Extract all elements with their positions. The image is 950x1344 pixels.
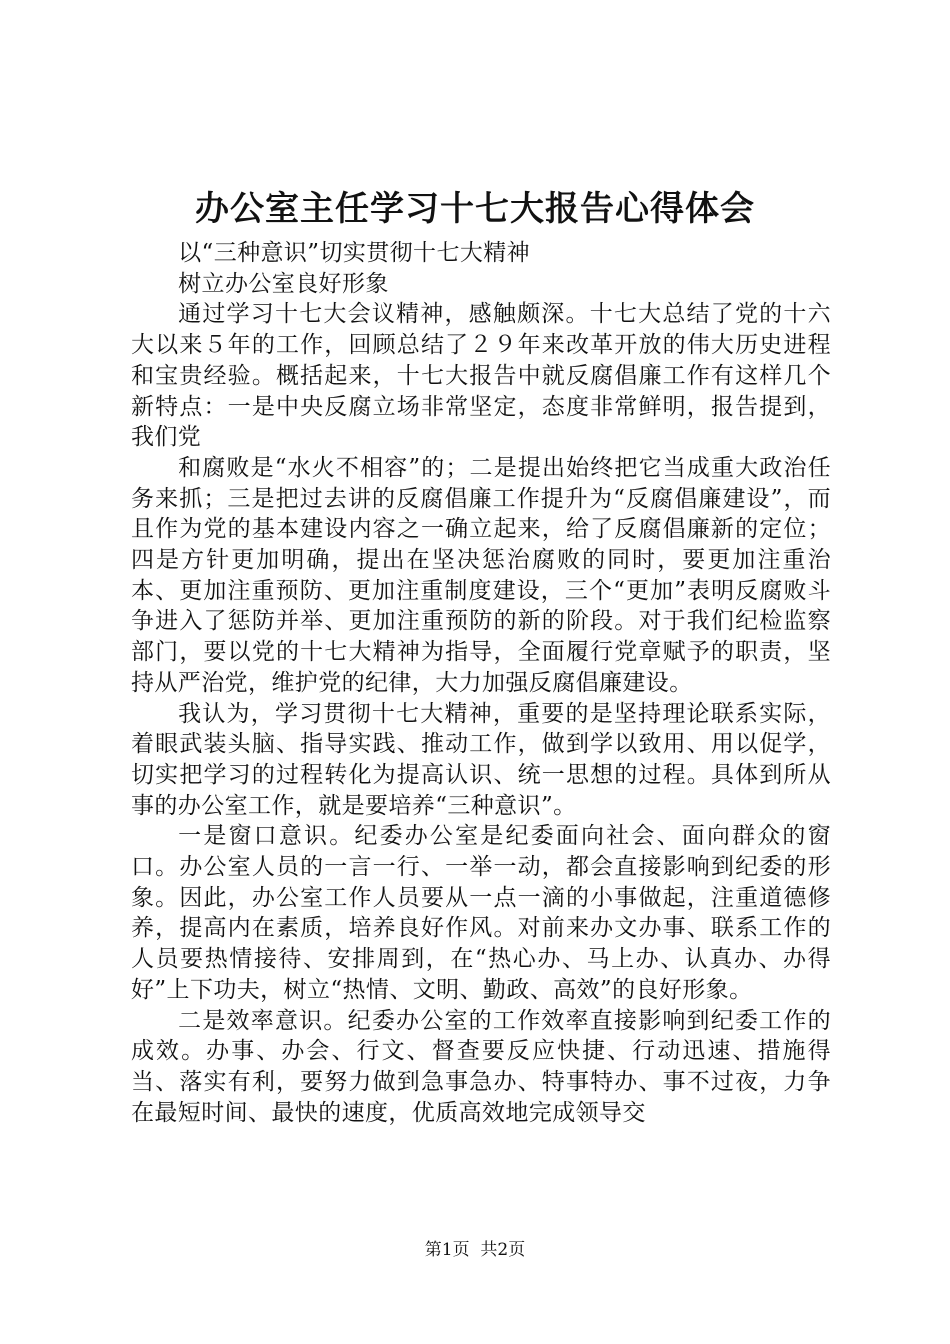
paragraph-efficiency-awareness: 二是效率意识。纪委办公室的工作效率直接影响到纪委工作的成效。办事、办会、行文、督查要反应快捷、行动迅速、措施得当、落实有利，要努力做到急事急办、特事特办、事不过夜，力争在最短时间、最快的速度，优质高效地完成领导交 [131, 1007, 831, 1126]
paragraph-intro: 通过学习十七大会议精神，感触颇深。十七大总结了党的十六大以来５年的工作，回顾总结了２９年来改革开放的伟大历史进程和宝贵经验。概括起来，十七大报告中就反腐倡廉工作有这样几个新特点：一是中央反腐立场非常坚定，态度非常鲜明，报告提到，我们党 [131, 301, 831, 451]
paragraph-features: 和腐败是“水火不相容”的；二是提出始终把它当成重大政治任务来抓；三是把过去讲的反腐倡廉工作提升为“反腐倡廉建设”，而且作为党的基本建设内容之一确立起来，给了反腐倡廉新的定位；四是方针更加明确，提出在坚决惩治腐败的同时，要更加注重治本、更加注重预防、更加注重制度建设，三个“更加”表明反腐败斗争进入了惩防并举、更加注重预防的新的阶段。对于我们纪检监察部门，要以党的十七大精神为指导，全面履行党章赋予的职责，坚持从严治党，维护党的纪律，大力加强反腐倡廉建设。 [131, 454, 831, 696]
document-body [131, 238, 831, 1128]
paragraph-window-awareness: 一是窗口意识。纪委办公室是纪委面向社会、面向群众的窗口。办公室人员的一言一行、一举一动，都会直接影响到纪委的形象。因此，办公室工作人员要从一点一滴的小事做起，注重道德修养，提高内在素质，培养良好作风。对前来办文办事、联系工作的人员要热情接待、安排周到，在“热心办、马上办、认真办、办得好”上下功夫，树立“热情、文明、勤政、高效”的良好形象。 [131, 823, 831, 1003]
paragraph-opinion: 我认为，学习贯彻十七大精神，重要的是坚持理论联系实际，着眼武装头脑、指导实践、推动工作，做到学以致用、用以促学，切实把学习的过程转化为提高认识、统一思想的过程。具体到所从事的办公室工作，就是要培养“三种意识”。 [131, 700, 831, 819]
subtitle-line-2: 树立办公室良好形象 [178, 270, 389, 297]
subtitle-line-1: 以“三种意识”切实贯彻十七大精神 [178, 240, 531, 266]
document-title: 办公室主任学习十七大报告心得体会 [195, 189, 755, 229]
page-total: 共2页 [480, 1240, 526, 1260]
page-number: 第1页 [424, 1240, 470, 1260]
page-footer [0, 1238, 950, 1262]
